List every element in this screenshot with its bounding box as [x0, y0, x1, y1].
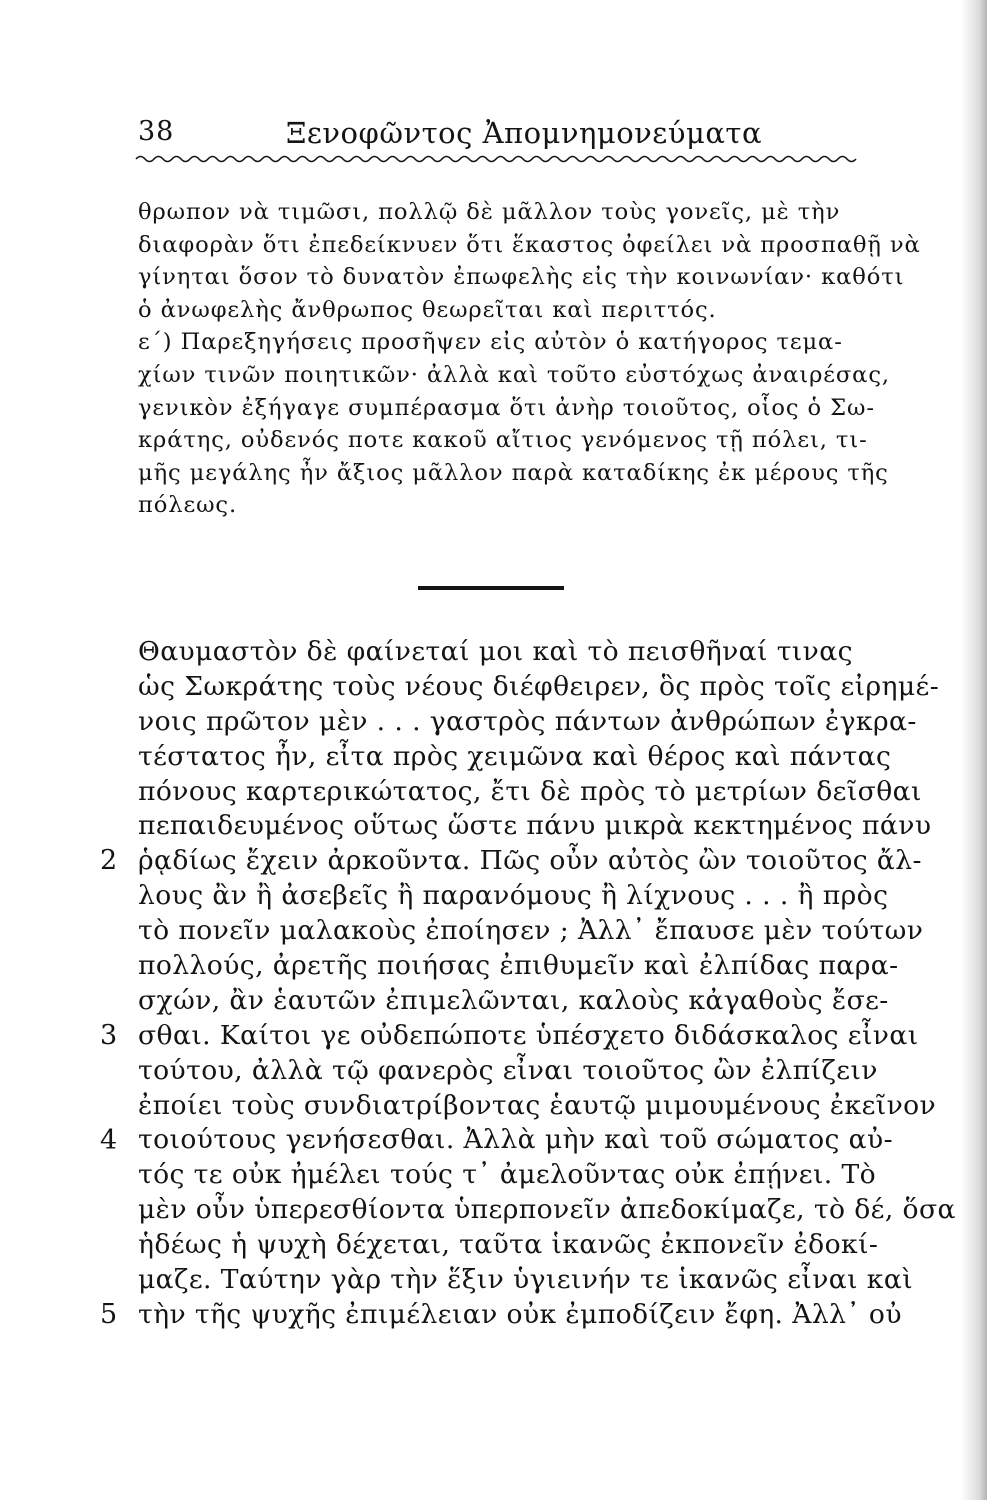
- text-line: μὲν οὖν ὑπερεσθίοντα ὑπερπονεῖν ἀπεδοκίμαζε, τὸ δέ, ὅσα: [138, 1194, 956, 1226]
- text-line: σχών, ἂν ἑαυτῶν ἐπιμελῶνται, καλοὺς κἀγαθοὺς ἔσε-: [138, 984, 889, 1016]
- commentary-line: κράτης, οὐδενός ποτε κακοῦ αἴτιος γενόμενος τῇ πόλει, τι-: [138, 427, 868, 454]
- text-line: πολλούς, ἀρετῆς ποιήσας ἐπιθυμεῖν καὶ ἐλπίδας παρα-: [138, 950, 899, 982]
- section-number: 2: [100, 845, 118, 877]
- text-line: τέστατος ἦν, εἶτα πρὸς χειμῶνα καὶ θέρος καὶ πάντας: [138, 740, 892, 772]
- commentary-line: ὁ ἀνωφελὴς ἄνθρωπος θεωρεῖται καὶ περιττός.: [138, 296, 717, 323]
- section-number: 4: [100, 1124, 118, 1156]
- text-line: νοις πρῶτον μὲν . . . γαστρὸς πάντων ἀνθρώπων ἐγκρα-: [138, 705, 917, 737]
- page-edge-shadow: [961, 0, 987, 1500]
- commentary-line: μῆς μεγάλης ἦν ἄξιος μᾶλλον παρὰ καταδίκης ἐκ μέρους τῆς: [138, 459, 889, 486]
- section-number: 5: [100, 1299, 118, 1331]
- running-title: Ξενοφῶντος Ἀπομνημονεύματα: [286, 116, 763, 150]
- text-line: τὴν τῆς ψυχῆς ἐπιμέλειαν οὐκ ἐμποδίζειν ἔφη. Ἀλλ᾽ οὐ: [138, 1298, 902, 1330]
- commentary-line: γενικὸν ἐξήγαγε συμπέρασμα ὅτι ἀνὴρ τοιοῦτος, οἷος ὁ Σω-: [138, 394, 875, 421]
- text-line: πεπαιδευμένος οὕτως ὥστε πάνυ μικρὰ κεκτημένος πάνυ: [138, 810, 932, 842]
- page-header: [138, 112, 850, 152]
- text-line: ὡς Σωκράτης τοὺς νέους διέφθειρεν, ὃς πρὸς τοῖς εἰρημέ-: [138, 670, 940, 702]
- commentary-line: διαφορὰν ὅτι ἐπεδείκνυεν ὅτι ἕκαστος ὀφείλει νὰ προσπαθῇ νὰ: [138, 231, 921, 258]
- section-separator: [418, 586, 564, 590]
- text-line: τὸ πονεῖν μαλακοὺς ἐποίησεν ; Ἀλλ᾽ ἔπαυσε μὲν τούτων: [138, 915, 924, 947]
- text-line: σθαι. Καίτοι γε οὐδεπώποτε ὑπέσχετο διδάσκαλος εἶναι: [138, 1019, 919, 1051]
- text-line: μαζε. Ταύτην γὰρ τὴν ἕξιν ὑγιεινήν τε ἱκανῶς εἶναι καὶ: [138, 1264, 914, 1296]
- text-line: τός τε οὐκ ἠμέλει τούς τ᾽ ἀμελοῦντας οὐκ ἐπῄνει. Τὸ: [138, 1159, 877, 1191]
- commentary-line: πόλεως.: [138, 492, 238, 519]
- commentary-line: γίνηται ὅσον τὸ δυνατὸν ἐπωφελὴς εἰς τὴν κοινωνίαν· καθότι: [138, 264, 905, 291]
- commentary-line: χίων τινῶν ποιητικῶν· ἀλλὰ καὶ τοῦτο εὐστόχως ἀναιρέσας,: [138, 361, 890, 388]
- text-line: λους ἂν ἢ ἀσεβεῖς ἢ παρανόμους ἢ λίχνους . . . ἢ πρὸς: [138, 880, 889, 912]
- text-line: Θαυμαστὸν δὲ φαίνεταί μοι καὶ τὸ πεισθῆναί τινας: [138, 636, 853, 667]
- text-line: ῥᾳδίως ἔχειν ἀρκοῦντα. Πῶς οὖν αὐτὸς ὢν τοιοῦτος ἄλ-: [138, 845, 922, 877]
- section-number: 3: [100, 1019, 118, 1051]
- text-line: τούτου, ἀλλὰ τῷ φανερὸς εἶναι τοιοῦτος ὢν ἐλπίζειν: [138, 1054, 878, 1086]
- commentary-line: ε΄) Παρεξηγήσεις προσῆψεν εἰς αὐτὸν ὁ κατήγορος τεμα-: [138, 329, 843, 356]
- commentary-line: θρωπον νὰ τιμῶσι, πολλῷ δὲ μᾶλλον τοὺς γονεῖς, μὲ τὴν: [138, 199, 841, 225]
- main-text-block: [138, 635, 956, 1333]
- commentary-block: [138, 196, 921, 522]
- text-line: ἡδέως ἡ ψυχὴ δέχεται, ταῦτα ἱκανῶς ἐκπονεῖν ἐδοκί-: [138, 1229, 879, 1261]
- text-line: ἐποίει τοὺς συνδιατρίβοντας ἑαυτῷ μιμουμένους ἐκεῖνον: [138, 1089, 937, 1121]
- text-line: τοιούτους γενήσεσθαι. Ἀλλὰ μὴν καὶ τοῦ σώματος αὐ-: [138, 1124, 893, 1156]
- text-line: πόνους καρτερικώτατος, ἔτι δὲ πρὸς τὸ μετρίων δεῖσθαι: [138, 775, 922, 807]
- page-number: 38: [138, 116, 175, 147]
- header-wavy-rule: [136, 152, 850, 166]
